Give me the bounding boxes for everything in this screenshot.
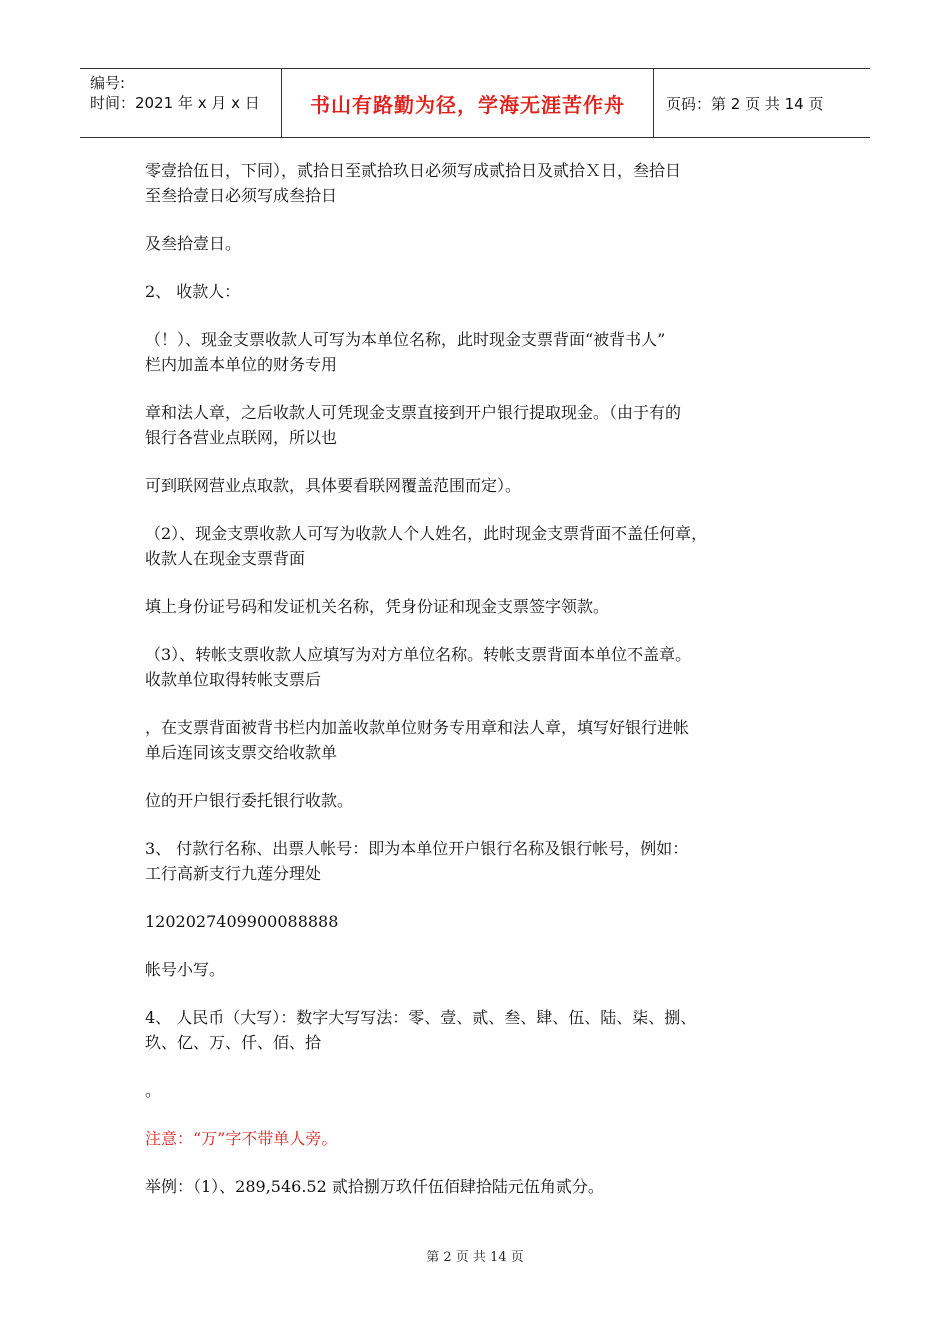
paragraph	[145, 521, 815, 571]
text-line: 章和法人章，之后收款人可凭现金支票直接到开户银行提取现金。（由于有的	[145, 403, 682, 422]
paragraph	[145, 715, 815, 765]
text-line: 。	[145, 1081, 162, 1100]
header-meta	[80, 69, 282, 137]
paragraph	[145, 158, 815, 208]
paragraph	[145, 788, 815, 813]
text-line: 收款人在现金支票背面	[145, 549, 306, 568]
paragraph	[145, 836, 815, 886]
text-line: 银行各营业点联网，所以也	[145, 428, 338, 447]
document-date: 时间：2021 年 x 月 x 日	[90, 94, 260, 112]
page-header	[80, 68, 870, 138]
text-line: 2、 收款人：	[145, 282, 241, 301]
text-line: 可到联网营业点取款，具体要看联网覆盖范围而定）。	[145, 476, 522, 495]
text-line: 填上身份证号码和发证机关名称，凭身份证和现金支票签字领款。	[145, 597, 610, 616]
paragraph	[145, 1174, 815, 1199]
text-line: 栏内加盖本单位的财务专用	[145, 355, 338, 374]
paragraph	[145, 231, 815, 256]
text-line: 玖、亿、万、仟、佰、拾	[145, 1033, 322, 1052]
text-line: ，在支票背面被背书栏内加盖收款单位财务专用章和法人章，填写好银行进帐	[145, 718, 690, 737]
text-line: （2）、现金支票收款人可写为收款人个人姓名，此时现金支票背面不盖任何章，	[145, 524, 708, 543]
text-line: （！）、现金支票收款人可写为本单位名称，此时现金支票背面“被背书人”	[145, 330, 666, 349]
paragraph	[145, 400, 815, 450]
text-line: 位的开户银行委托银行收款。	[145, 791, 354, 810]
text-line: 零壹拾伍日，下同），贰拾日至贰拾玖日必须写成贰拾日及贰拾Ｘ日，叁拾日	[145, 161, 682, 180]
text-line: 及叁拾壹日。	[145, 234, 242, 253]
paragraph	[145, 642, 815, 692]
paragraph	[145, 327, 815, 377]
text-line: 3、 付款行名称、出票人帐号：即为本单位开户银行名称及银行帐号，例如：	[145, 839, 689, 858]
page-footer: 第 2 页 共 14 页	[426, 1250, 524, 1265]
text-line: 工行高新支行九莲分理处	[145, 864, 322, 883]
paragraph	[145, 279, 815, 304]
text-line: （3）、转帐支票收款人应填写为对方单位名称。转帐支票背面本单位不盖章。	[145, 645, 692, 664]
text-line: 4、 人民币（大写）：数字大写写法：零、壹、贰、叁、肆、伍、陆、柒、捌、	[145, 1008, 697, 1027]
text-line: 帐号小写。	[145, 960, 226, 979]
header-motto: 书山有路勤为径，学海无涯苦作舟	[282, 69, 654, 137]
document-number-label: 编号:	[90, 74, 126, 92]
header-page-info: 页码：第 2 页 共 14 页	[666, 94, 824, 113]
paragraph	[145, 594, 815, 619]
paragraph	[145, 909, 815, 934]
document-body	[145, 158, 815, 1222]
paragraph	[145, 1005, 815, 1055]
text-line: 单后连同该支票交给收款单	[145, 743, 338, 762]
text-line: 举例：（1）、289,546.52 贰拾捌万玖仟伍佰肆拾陆元伍角贰分。	[145, 1177, 604, 1196]
text-line: 注意：“万”字不带单人旁。	[145, 1129, 338, 1148]
text-line: 1202027409900088888	[145, 912, 339, 931]
paragraph	[145, 957, 815, 982]
text-line: 收款单位取得转帐支票后	[145, 670, 322, 689]
paragraph	[145, 473, 815, 498]
text-line: 至叁拾壹日必须写成叁拾日	[145, 186, 338, 205]
paragraph	[145, 1078, 815, 1103]
paragraph	[145, 1126, 815, 1151]
